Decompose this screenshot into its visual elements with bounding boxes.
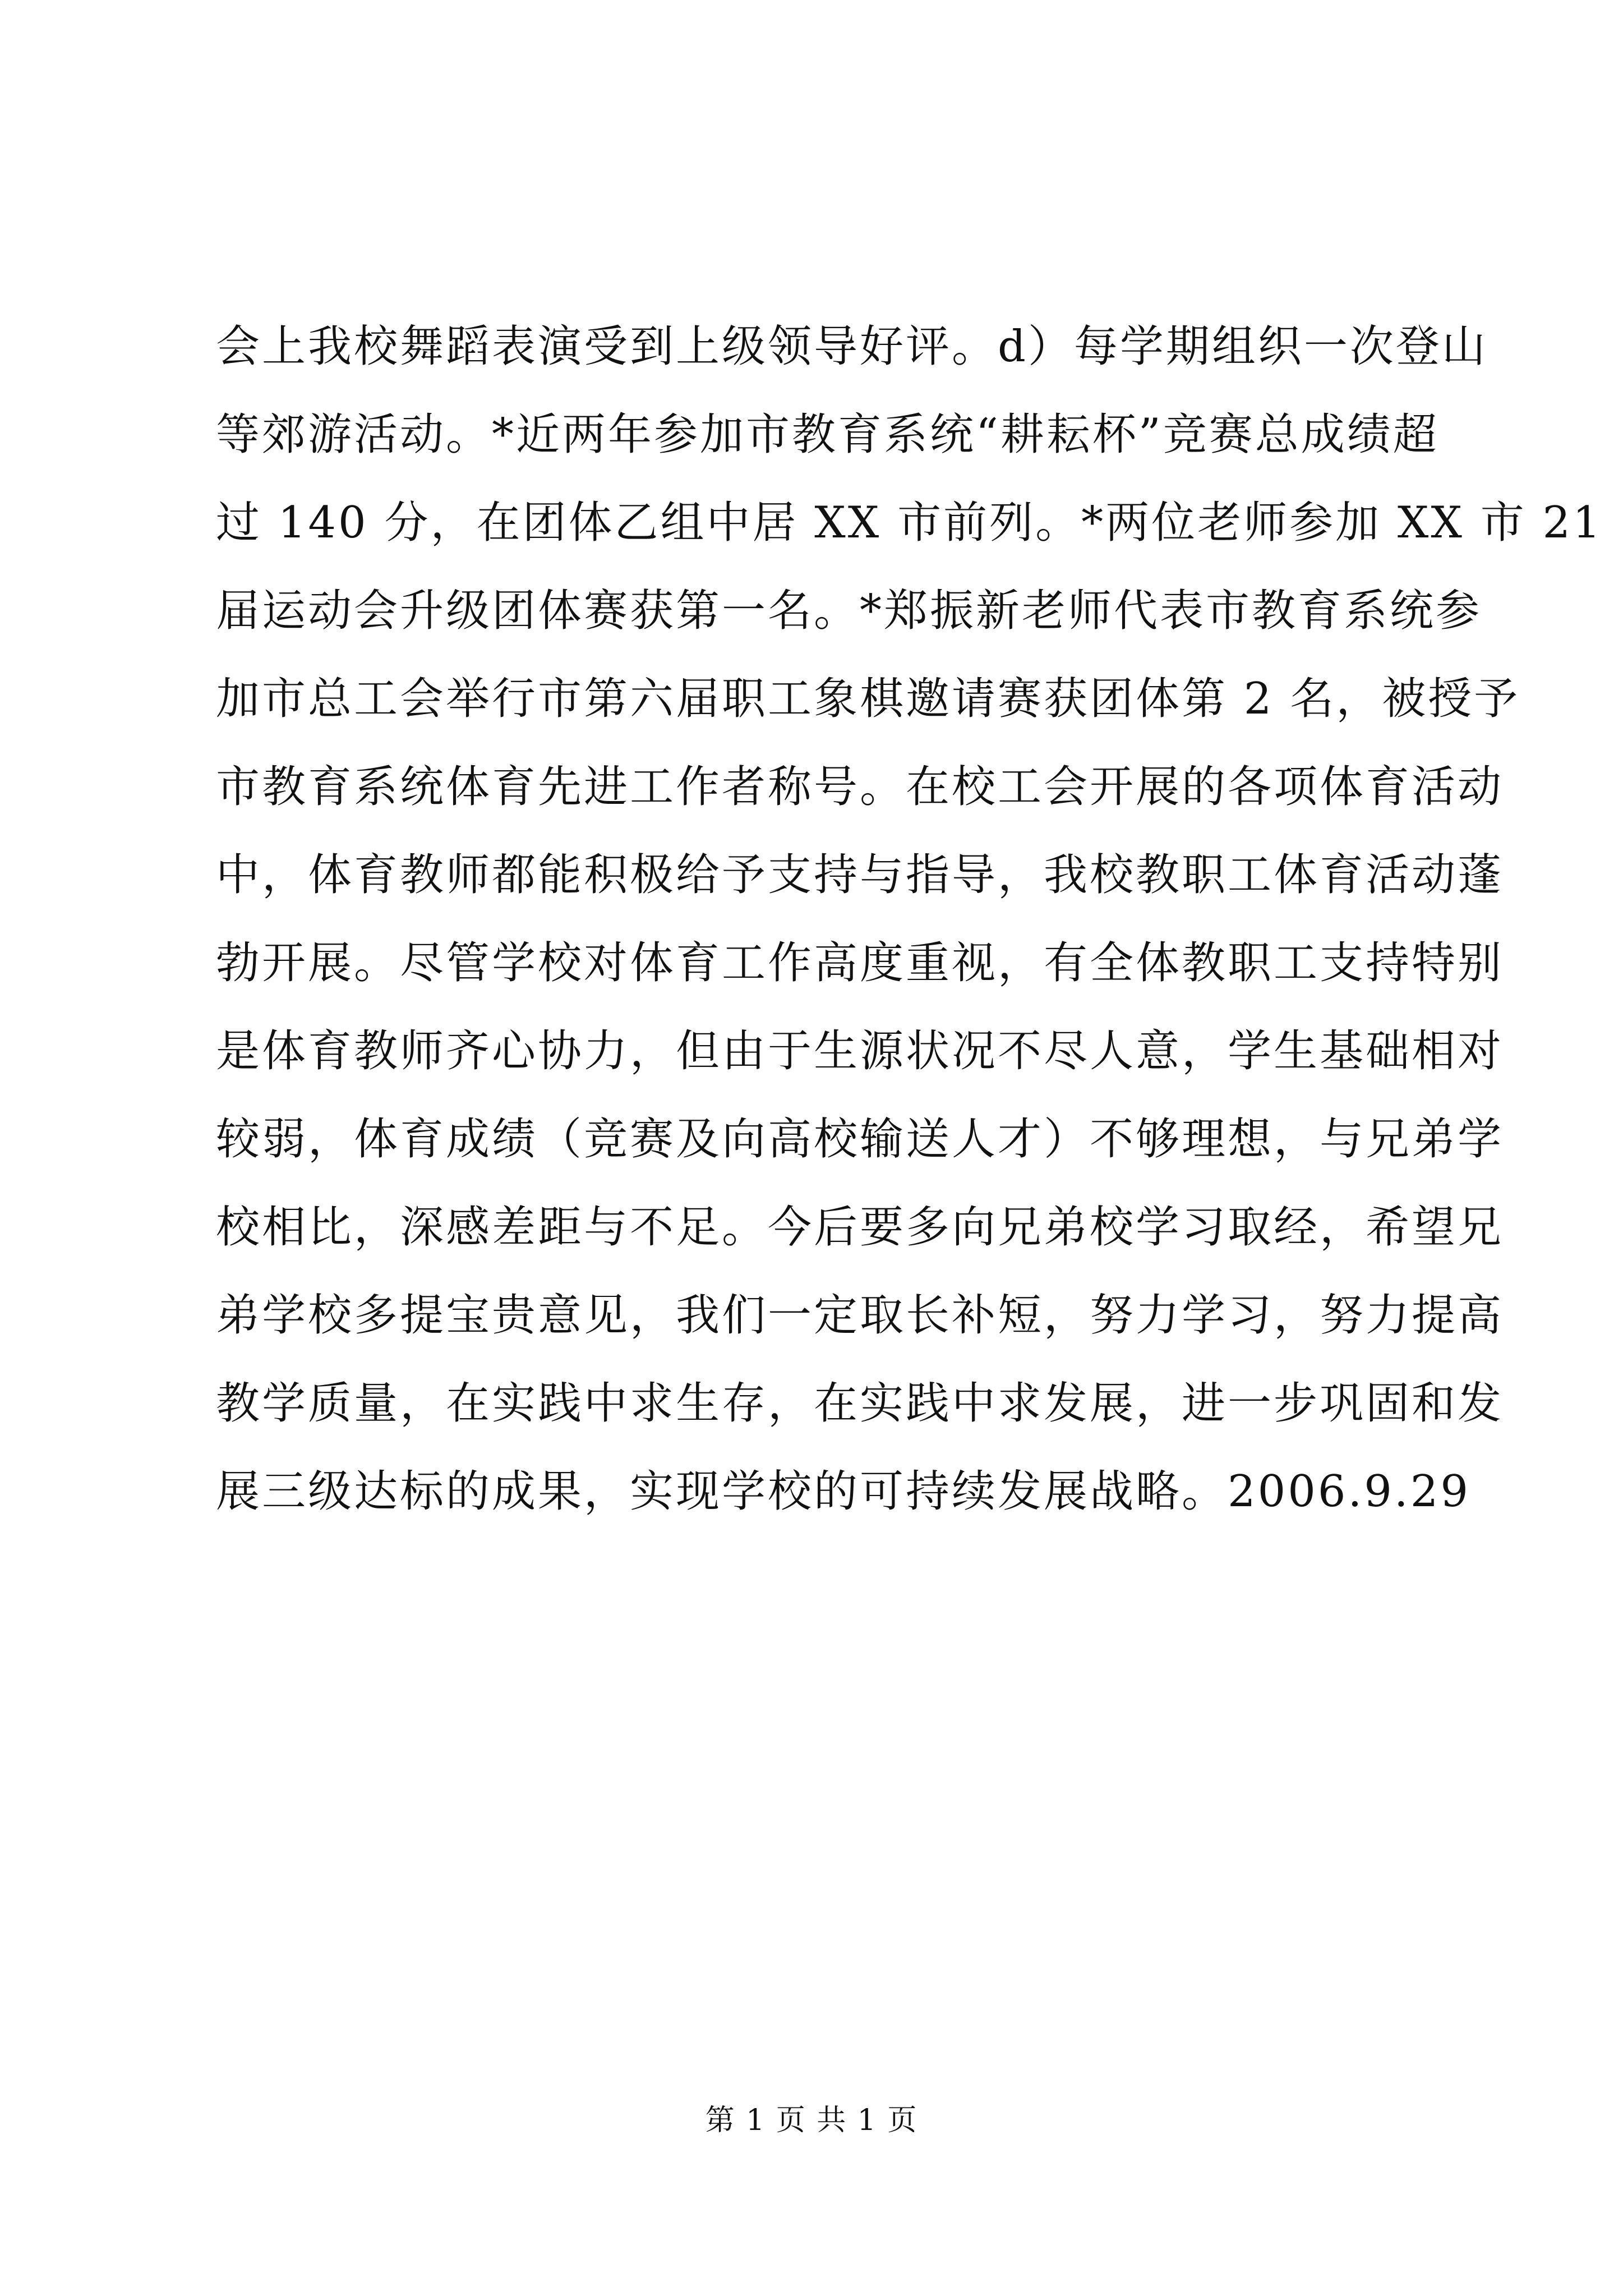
text-line-1: 会上我校舞蹈表演受到上级领导好评。d）每学期组织一次登山: [216, 321, 1488, 372]
text-line-2: 等郊游活动。*近两年参加市教育系统“耕耘杯”竞赛总成绩超: [216, 409, 1439, 460]
text-line-11: 校相比，深感差距与不足。今后要多向兄弟校学习取经，希望兄: [216, 1202, 1504, 1253]
text-line-6: 市教育系统体育先进工作者称号。在校工会开展的各项体育活动: [216, 762, 1504, 812]
text-line-10: 较弱，体育成绩（竞赛及向高校输送人才）不够理想，与兄弟学: [216, 1114, 1504, 1165]
body-paragraph: [216, 303, 1603, 1536]
page-number-footer: 第 1 页 共 1 页: [705, 2104, 918, 2137]
text-line-13: 教学质量，在实践中求生存，在实践中求发展，进一步巩固和发: [216, 1378, 1504, 1429]
text-line-12: 弟学校多提宝贵意见，我们一定取长补短，努力学习，努力提高: [216, 1290, 1504, 1341]
text-line-9: 是体育教师齐心协力，但由于生源状况不尽人意，学生基础相对: [216, 1026, 1504, 1076]
text-line-3: 过 140 分，在团体乙组中居 XX 市前列。*两位老师参加 XX 市 21: [216, 498, 1603, 548]
text-line-5: 加市总工会举行市第六届职工象棋邀请赛获团体第 2 名，被授予: [216, 674, 1520, 724]
text-line-8: 勃开展。尽管学校对体育工作高度重视，有全体教职工支持特别: [216, 938, 1504, 988]
text-line-4: 届运动会升级团体赛获第一名。*郑振新老师代表市教育系统参: [216, 586, 1482, 636]
text-line-14: 展三级达标的成果，实现学校的可持续发展战略。2006.9.29: [216, 1466, 1470, 1517]
text-line-7: 中，体育教师都能积极给予支持与指导，我校教职工体育活动蓬: [216, 850, 1504, 900]
